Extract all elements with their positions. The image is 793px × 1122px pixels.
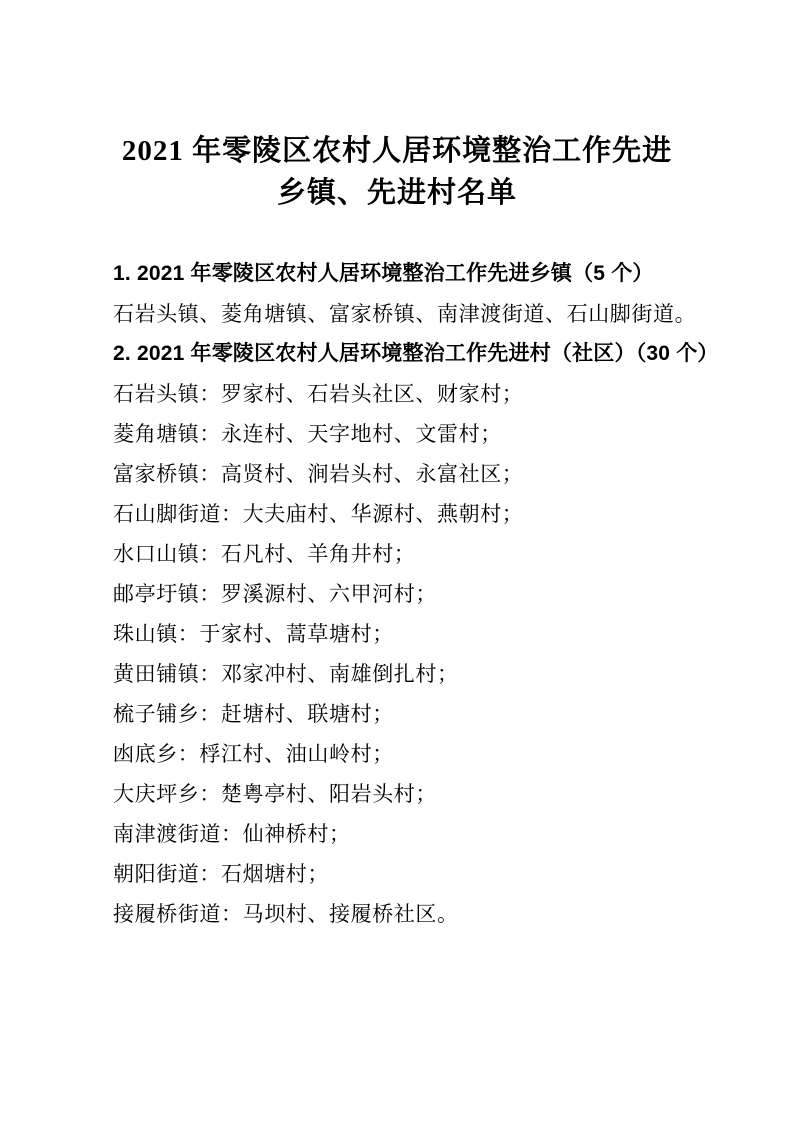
section-1-heading: 1. 2021 年零陵区农村人居环境整治工作先进乡镇（5 个） — [113, 262, 654, 285]
village-list-item: 接履桥街道：马坝村、接履桥社区。 — [113, 902, 459, 926]
village-list-item: 菱角塘镇：永连村、天字地村、文雷村； — [113, 422, 502, 446]
village-list-item: 富家桥镇：高贤村、涧岩头村、永富社区； — [113, 462, 524, 486]
village-list-item: 凼底乡：桴江村、油山岭村； — [113, 742, 394, 766]
village-list-item: 石岩头镇：罗家村、石岩头社区、财家村； — [113, 382, 524, 406]
village-list-item: 黄田铺镇：邓家冲村、南雄倒扎村； — [113, 662, 459, 686]
document-title-line-1: 2021 年零陵区农村人居环境整治工作先进 — [121, 135, 673, 167]
village-list-item: 大庆坪乡：楚粤亭村、阳岩头村； — [113, 782, 437, 806]
village-list-item: 邮亭圩镇：罗溪源村、六甲河村； — [113, 582, 437, 606]
village-list-item: 朝阳街道：石烟塘村； — [113, 862, 329, 886]
village-list-item: 梳子铺乡：赶塘村、联塘村； — [113, 702, 394, 726]
village-list-item: 南津渡街道：仙神桥村； — [113, 822, 351, 846]
document-body — [113, 254, 719, 934]
village-list-item: 水口山镇：石凡村、羊角井村； — [113, 542, 416, 566]
village-list-item: 石山脚街道：大夫庙村、华源村、燕朝村； — [113, 502, 524, 526]
section-2-heading: 2. 2021 年零陵区农村人居环境整治工作先进村（社区）（30 个） — [113, 342, 719, 365]
village-list-item: 珠山镇：于家村、蒿草塘村； — [113, 622, 394, 646]
document-title-line-2: 乡镇、先进村名单 — [276, 177, 517, 209]
document-title — [113, 130, 681, 214]
section-1-township-list: 石岩头镇、菱角塘镇、富家桥镇、南津渡街道、石山脚街道。 — [113, 302, 697, 326]
